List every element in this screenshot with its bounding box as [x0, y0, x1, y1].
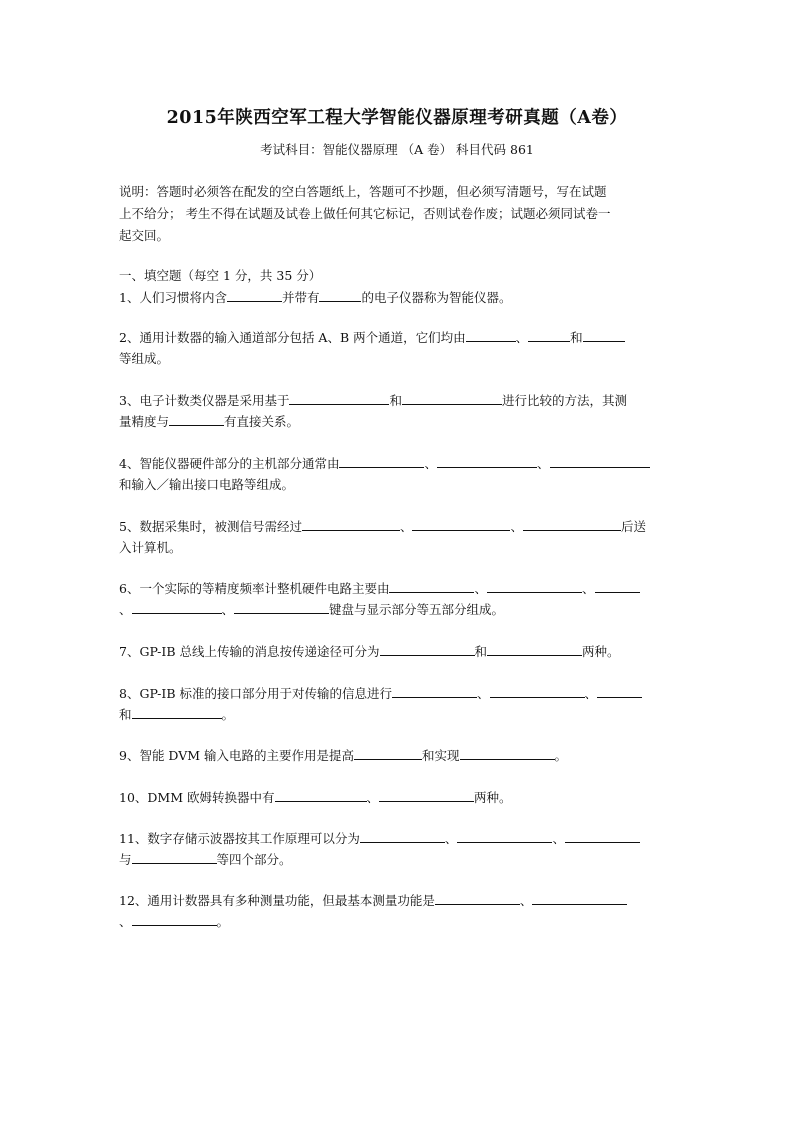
answer-blank[interactable]: [595, 580, 640, 593]
question-3-line-1: [119, 391, 627, 409]
answer-blank[interactable]: [132, 851, 217, 864]
q12-text-2: 、: [519, 893, 533, 908]
q11-text-4: 与: [119, 852, 132, 867]
q5-text-2: 、: [399, 519, 413, 534]
answer-blank[interactable]: [532, 892, 627, 905]
q8-text-1: 8、GP-IB 标准的接口部分用于对传输的信息进行: [119, 686, 392, 701]
answer-blank[interactable]: [487, 643, 582, 656]
q12-text-1: 12、通用计数器具有多种测量功能，但最基本测量功能是: [119, 893, 435, 908]
answer-blank[interactable]: [402, 392, 502, 405]
q6-text-5: 、: [221, 602, 235, 617]
q5-text-4: 后送: [621, 519, 647, 534]
q8-text-2: 、: [477, 686, 490, 701]
answer-blank[interactable]: [227, 289, 282, 302]
q11-text-3: 、: [552, 831, 565, 846]
exam-title: 2015年陕西空军工程大学智能仪器原理考研真题（A卷）: [166, 108, 628, 128]
q3-text-2: 和: [389, 393, 402, 408]
q6-text-4: 、: [119, 602, 132, 617]
answer-blank[interactable]: [132, 706, 222, 719]
section-heading: 一、填空题（每空 1 分，共 35 分）: [119, 268, 322, 283]
answer-blank[interactable]: [302, 518, 400, 531]
question-3-line-2: [119, 412, 299, 430]
answer-blank[interactable]: [412, 518, 510, 531]
exam-subtitle: 考试科目：智能仪器原理 （A 卷） 科目代码 861: [260, 142, 534, 157]
q8-text-5: 。: [221, 707, 235, 722]
q9-text-2: 和实现: [422, 748, 460, 763]
answer-blank[interactable]: [523, 518, 621, 531]
answer-blank[interactable]: [437, 455, 537, 468]
answer-blank[interactable]: [380, 643, 475, 656]
q7-text-1: 7、GP-IB 总线上传输的消息按传递途径可分为: [119, 644, 380, 659]
question-6-line-1: [119, 579, 640, 597]
instruction-line-1: 说明：答题时必须答在配发的空白答题纸上，答题可不抄题，但必须写清题号，写在试题: [119, 184, 607, 199]
q8-text-3: 、: [584, 686, 598, 701]
answer-blank[interactable]: [339, 455, 424, 468]
answer-blank[interactable]: [466, 329, 516, 342]
answer-blank[interactable]: [550, 455, 650, 468]
q6-text-1: 6、一个实际的等精度频率计整机硬件电路主要由: [119, 581, 390, 596]
q1-text-1: 1、人们习惯将内含: [119, 290, 227, 305]
answer-blank[interactable]: [528, 329, 570, 342]
q6-text-3: 、: [581, 581, 595, 596]
question-5-line-2: 入计算机。: [119, 540, 182, 555]
q4-text-3: 、: [536, 456, 550, 471]
question-6-line-2: [119, 600, 504, 618]
q7-text-3: 两种。: [582, 644, 620, 659]
answer-blank[interactable]: [435, 892, 520, 905]
question-11-line-1: [119, 829, 640, 847]
q6-text-2: 、: [474, 581, 487, 596]
answer-blank[interactable]: [392, 685, 477, 698]
q9-text-3: 。: [554, 748, 568, 763]
question-7: [119, 642, 620, 660]
instruction-line-3: 起交回。: [119, 228, 170, 243]
q3-text-4: 量精度与: [119, 414, 170, 429]
question-5-line-1: [119, 517, 646, 535]
answer-blank[interactable]: [597, 685, 642, 698]
answer-blank[interactable]: [132, 913, 217, 926]
answer-blank[interactable]: [289, 392, 389, 405]
q10-text-3: 两种。: [474, 790, 512, 805]
q9-text-1: 9、智能 DVM 输入电路的主要作用是提高: [119, 748, 355, 763]
question-12-line-1: [119, 891, 627, 909]
q3-text-1: 3、电子计数类仪器是采用基于: [119, 393, 290, 408]
question-8-line-2: [119, 705, 234, 723]
question-11-line-2: [119, 850, 292, 868]
q2-text-1: 2、通用计数器的输入通道部分包括 A、B 两个通道，它们均由: [119, 330, 466, 345]
answer-blank[interactable]: [457, 830, 552, 843]
q7-text-2: 和: [474, 644, 488, 659]
q4-text-1: 4、智能仪器硬件部分的主机部分通常由: [119, 456, 340, 471]
answer-blank[interactable]: [460, 747, 555, 760]
answer-blank[interactable]: [389, 580, 474, 593]
q12-text-3: 、: [119, 914, 132, 929]
q6-text-6: 键盘与显示部分等五部分组成。: [329, 602, 505, 617]
question-8-line-1: [119, 684, 642, 702]
q3-text-5: 有直接关系。: [224, 414, 300, 429]
answer-blank[interactable]: [319, 289, 361, 302]
q2-text-2: 、: [515, 330, 529, 345]
answer-blank[interactable]: [169, 413, 224, 426]
q5-text-3: 、: [510, 519, 523, 534]
q3-text-3: 进行比较的方法，其测: [501, 393, 627, 408]
answer-blank[interactable]: [379, 789, 474, 802]
answer-blank[interactable]: [487, 580, 582, 593]
q10-text-1: 10、DMM 欧姆转换器中有: [119, 790, 275, 805]
answer-blank[interactable]: [234, 601, 329, 614]
q1-text-2: 并带有: [281, 290, 320, 305]
q10-text-2: 、: [366, 790, 380, 805]
question-10: [119, 788, 512, 806]
answer-blank[interactable]: [490, 685, 585, 698]
answer-blank[interactable]: [565, 830, 640, 843]
q11-text-1: 11、数字存储示波器按其工作原理可以分为: [119, 831, 360, 846]
q5-text-1: 5、数据采集时，被测信号需经过: [119, 519, 302, 534]
q2-text-3: 和: [570, 330, 583, 345]
answer-blank[interactable]: [132, 601, 222, 614]
answer-blank[interactable]: [583, 329, 625, 342]
q12-text-4: 。: [216, 914, 230, 929]
q8-text-4: 和: [119, 707, 132, 722]
question-4-line-2: 和输入／输出接口电路等组成。: [119, 477, 295, 492]
question-1: [119, 288, 512, 306]
q11-text-5: 等四个部分。: [216, 852, 292, 867]
answer-blank[interactable]: [360, 830, 445, 843]
question-2-line-1: [119, 328, 625, 346]
question-2-line-2: 等组成。: [119, 351, 170, 366]
question-12-line-2: [119, 912, 229, 930]
question-4-line-1: [119, 454, 650, 472]
q11-text-2: 、: [444, 831, 458, 846]
answer-blank[interactable]: [354, 747, 422, 760]
answer-blank[interactable]: [275, 789, 367, 802]
q1-text-3: 的电子仪器称为智能仪器。: [361, 290, 512, 305]
question-9: [119, 746, 567, 764]
instruction-line-2: 上不给分； 考生不得在试题及试卷上做任何其它标记，否则试卷作废；试题必须同试卷一: [119, 206, 611, 221]
q4-text-2: 、: [424, 456, 437, 471]
